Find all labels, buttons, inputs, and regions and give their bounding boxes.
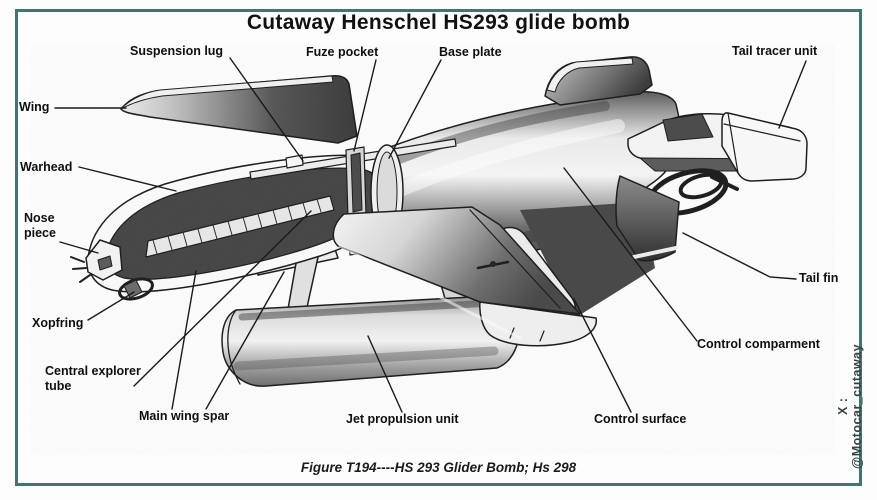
label-nose-piece: Nose piece <box>24 211 56 240</box>
watermark-credit: X : @Motocar_cutaway <box>836 343 864 469</box>
label-jet-propulsion-unit: Jet propulsion unit <box>346 412 459 426</box>
label-suspension-lug: Suspension lug <box>130 44 224 58</box>
label-warhead: Warhead <box>20 160 73 174</box>
label-main-wing-spar: Main wing spar <box>139 409 230 423</box>
label-control-surface: Control surface <box>594 412 687 426</box>
label-tail-tracer-unit: Tail tracer unit <box>732 44 818 58</box>
label-wing: Wing <box>19 100 50 114</box>
label-central-explorer-tube: Central explorer tube <box>45 364 141 393</box>
label-xopfring: Xopfring <box>32 316 84 330</box>
label-control-comparment: Control comparment <box>697 337 820 351</box>
label-fuze-pocket: Fuze pocket <box>306 45 379 59</box>
label-tail-fin: Tail fin <box>799 271 839 285</box>
page-title: Cutaway Henschel HS293 glide bomb <box>246 11 631 34</box>
label-base-plate: Base plate <box>439 45 502 59</box>
figure-caption: Figure T194----HS 293 Glider Bomb; Hs 298 <box>300 460 577 475</box>
